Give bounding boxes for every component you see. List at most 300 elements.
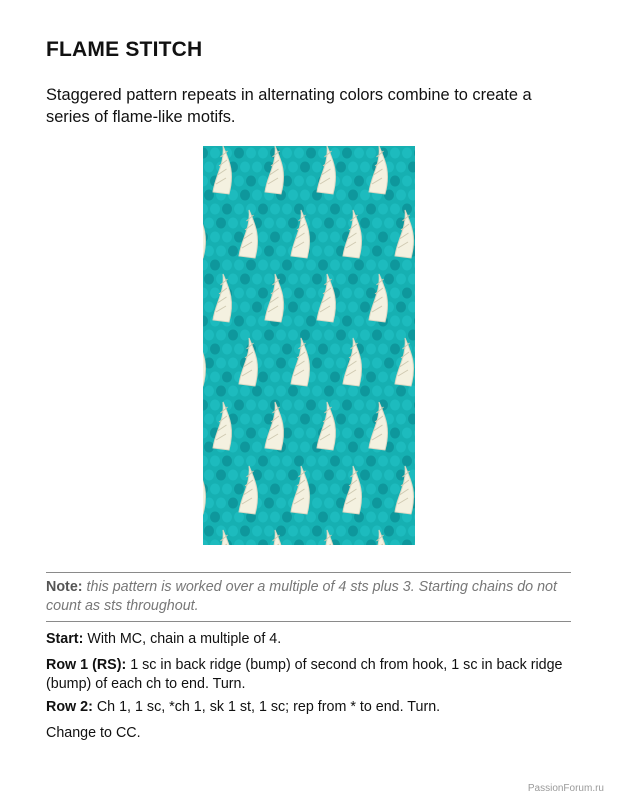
teal-stitch <box>228 358 238 369</box>
teal-stitch <box>360 526 370 537</box>
note-text: this pattern is worked over a multiple of 4 sts plus 3. Starting chains do not count as sts throughout. <box>46 579 557 614</box>
teal-stitch <box>240 442 250 453</box>
teal-stitch <box>402 288 412 299</box>
teal-stitch <box>216 498 226 509</box>
teal-stitch <box>252 414 262 425</box>
teal-stitch <box>276 470 286 481</box>
start-text: With MC, chain a multiple of 4. <box>87 631 282 647</box>
teal-stitch <box>288 386 298 397</box>
teal-stitch <box>294 260 304 271</box>
teal-stitch <box>306 428 316 439</box>
teal-stitch <box>240 190 250 201</box>
teal-stitch <box>210 400 220 411</box>
teal-stitch <box>378 456 388 467</box>
teal-stitch <box>306 456 316 467</box>
teal-stitch <box>354 456 364 467</box>
teal-stitch <box>348 442 358 453</box>
teal-stitch <box>318 260 328 271</box>
teal-stitch <box>258 428 268 439</box>
teal-stitch <box>288 162 298 173</box>
teal-stitch <box>294 176 304 187</box>
teal-stitch <box>252 330 262 341</box>
teal-stitch <box>264 274 274 285</box>
teal-stitch <box>348 302 358 313</box>
teal-stitch <box>366 456 376 467</box>
teal-stitch <box>258 372 268 383</box>
teal-stitch <box>318 344 328 355</box>
teal-stitch <box>270 512 280 523</box>
teal-stitch <box>360 470 370 481</box>
teal-stitch <box>366 372 376 383</box>
teal-stitch <box>390 400 400 411</box>
teal-stitch <box>204 190 214 201</box>
teal-stitch <box>234 260 244 271</box>
teal-stitch <box>378 204 388 215</box>
teal-stitch <box>240 274 250 285</box>
teal-stitch <box>354 316 364 327</box>
teal-stitch <box>336 442 346 453</box>
teal-stitch <box>270 372 280 383</box>
teal-stitch <box>396 330 406 341</box>
teal-stitch <box>204 302 214 313</box>
teal-stitch <box>246 260 256 271</box>
teal-stitch <box>216 246 226 257</box>
teal-stitch <box>210 484 220 495</box>
teal-stitch <box>360 414 370 425</box>
start-label: Start: <box>46 631 84 647</box>
teal-stitch <box>222 512 232 523</box>
teal-stitch <box>348 190 358 201</box>
teal-stitch <box>234 512 244 523</box>
teal-stitch <box>384 526 394 537</box>
teal-stitch <box>324 330 334 341</box>
teal-stitch <box>396 442 406 453</box>
teal-stitch <box>378 344 388 355</box>
teal-stitch <box>390 344 400 355</box>
teal-stitch <box>288 330 298 341</box>
teal-stitch <box>312 162 322 173</box>
teal-stitch <box>282 344 292 355</box>
teal-stitch <box>270 232 280 243</box>
teal-stitch <box>228 470 238 481</box>
teal-stitch <box>222 372 232 383</box>
teal-stitch <box>204 330 214 341</box>
teal-stitch <box>288 302 298 313</box>
teal-stitch <box>216 218 226 229</box>
teal-stitch <box>312 470 322 481</box>
teal-stitch <box>288 442 298 453</box>
teal-stitch <box>306 260 316 271</box>
teal-stitch <box>216 470 226 481</box>
teal-stitch <box>312 386 322 397</box>
teal-stitch <box>360 218 370 229</box>
teal-stitch <box>396 274 406 285</box>
teal-stitch <box>228 498 238 509</box>
teal-stitch <box>360 190 370 201</box>
teal-stitch <box>396 526 406 537</box>
teal-stitch <box>366 232 376 243</box>
teal-stitch <box>384 386 394 397</box>
teal-stitch <box>330 372 340 383</box>
teal-stitch <box>342 316 352 327</box>
teal-stitch <box>330 232 340 243</box>
teal-stitch <box>390 316 400 327</box>
teal-stitch <box>336 330 346 341</box>
teal-stitch <box>384 498 394 509</box>
teal-stitch <box>342 176 352 187</box>
note-label: Note: <box>46 579 83 595</box>
teal-stitch <box>282 372 292 383</box>
teal-stitch <box>330 260 340 271</box>
teal-stitch <box>330 512 340 523</box>
teal-stitch <box>366 484 376 495</box>
teal-stitch <box>300 386 310 397</box>
teal-stitch <box>288 190 298 201</box>
teal-stitch <box>264 498 274 509</box>
teal-stitch <box>336 386 346 397</box>
teal-stitch <box>366 260 376 271</box>
teal-stitch <box>372 358 382 369</box>
teal-stitch <box>282 232 292 243</box>
teal-stitch <box>282 260 292 271</box>
teal-stitch <box>204 218 214 229</box>
teal-stitch <box>264 386 274 397</box>
teal-stitch <box>330 344 340 355</box>
teal-stitch <box>324 470 334 481</box>
teal-stitch <box>252 274 262 285</box>
teal-stitch <box>246 316 256 327</box>
teal-stitch <box>216 386 226 397</box>
teal-stitch <box>372 246 382 257</box>
teal-stitch <box>354 400 364 411</box>
teal-stitch <box>258 456 268 467</box>
teal-stitch <box>336 302 346 313</box>
teal-stitch <box>318 512 328 523</box>
teal-stitch <box>396 414 406 425</box>
teal-stitch <box>270 484 280 495</box>
teal-stitch <box>402 316 412 327</box>
teal-stitch <box>396 302 406 313</box>
row1-text: 1 sc in back ridge (bump) of second ch from hook, 1 sc in back ridge (bump) of each ch to end. Turn. <box>46 657 563 692</box>
teal-stitch <box>288 470 298 481</box>
teal-stitch <box>252 442 262 453</box>
teal-stitch <box>378 512 388 523</box>
teal-stitch <box>300 274 310 285</box>
teal-stitch <box>294 316 304 327</box>
teal-stitch <box>228 386 238 397</box>
teal-stitch <box>384 246 394 257</box>
teal-stitch <box>288 526 298 537</box>
teal-stitch <box>270 456 280 467</box>
teal-stitch <box>258 400 268 411</box>
teal-stitch <box>234 428 244 439</box>
teal-stitch <box>390 484 400 495</box>
teal-stitch <box>318 204 328 215</box>
teal-stitch <box>270 260 280 271</box>
teal-stitch <box>216 358 226 369</box>
teal-stitch <box>258 232 268 243</box>
teal-stitch <box>336 470 346 481</box>
row2-text: Ch 1, 1 sc, *ch 1, sk 1 st, 1 sc; rep from * to end. Turn. <box>96 699 441 715</box>
teal-stitch <box>234 344 244 355</box>
teal-stitch <box>378 260 388 271</box>
teal-stitch <box>366 400 376 411</box>
teal-stitch <box>390 512 400 523</box>
teal-stitch <box>354 148 364 159</box>
teal-stitch <box>348 414 358 425</box>
teal-stitch <box>390 176 400 187</box>
teal-stitch <box>354 260 364 271</box>
teal-stitch <box>204 526 214 537</box>
teal-stitch <box>384 470 394 481</box>
teal-stitch <box>240 330 250 341</box>
teal-stitch <box>240 162 250 173</box>
teal-stitch <box>264 526 274 537</box>
teal-stitch <box>336 190 346 201</box>
teal-stitch <box>240 526 250 537</box>
teal-stitch <box>222 204 232 215</box>
teal-stitch <box>240 386 250 397</box>
teal-stitch <box>324 358 334 369</box>
teal-stitch <box>402 204 412 215</box>
teal-stitch <box>330 204 340 215</box>
teal-stitch <box>282 204 292 215</box>
teal-stitch <box>384 274 394 285</box>
teal-stitch <box>246 176 256 187</box>
teal-stitch <box>276 330 286 341</box>
teal-stitch <box>222 260 232 271</box>
teal-stitch <box>252 190 262 201</box>
teal-stitch <box>312 330 322 341</box>
teal-stitch <box>306 316 316 327</box>
teal-stitch <box>318 484 328 495</box>
teal-stitch <box>300 302 310 313</box>
teal-stitch <box>234 484 244 495</box>
teal-stitch <box>318 372 328 383</box>
teal-stitch <box>228 246 238 257</box>
teal-stitch <box>228 330 238 341</box>
teal-stitch <box>336 358 346 369</box>
teal-stitch <box>204 274 214 285</box>
teal-stitch <box>228 218 238 229</box>
teal-stitch <box>204 470 214 481</box>
teal-stitch <box>306 176 316 187</box>
teal-stitch <box>336 274 346 285</box>
change-color-instruction: Change to CC. <box>46 725 141 741</box>
teal-stitch <box>360 442 370 453</box>
teal-stitch <box>360 162 370 173</box>
teal-stitch <box>354 204 364 215</box>
teal-stitch <box>354 176 364 187</box>
teal-stitch <box>234 176 244 187</box>
teal-stitch <box>234 316 244 327</box>
teal-stitch <box>234 148 244 159</box>
teal-stitch <box>384 330 394 341</box>
teal-stitch <box>210 344 220 355</box>
teal-stitch <box>372 498 382 509</box>
teal-stitch <box>204 386 214 397</box>
teal-stitch <box>276 218 286 229</box>
teal-stitch <box>258 344 268 355</box>
note-box <box>46 572 571 622</box>
teal-stitch <box>234 288 244 299</box>
teal-stitch <box>210 512 220 523</box>
teal-stitch <box>294 428 304 439</box>
teal-stitch <box>264 358 274 369</box>
teal-stitch <box>336 218 346 229</box>
teal-stitch <box>342 456 352 467</box>
teal-stitch <box>396 162 406 173</box>
teal-stitch <box>282 456 292 467</box>
teal-stitch <box>360 274 370 285</box>
teal-stitch <box>342 400 352 411</box>
teal-stitch <box>378 372 388 383</box>
teal-stitch <box>234 204 244 215</box>
teal-stitch <box>258 512 268 523</box>
teal-stitch <box>252 526 262 537</box>
teal-stitch <box>210 288 220 299</box>
teal-stitch <box>210 372 220 383</box>
teal-stitch <box>222 232 232 243</box>
teal-stitch <box>324 246 334 257</box>
teal-stitch <box>372 218 382 229</box>
intro-paragraph: Staggered pattern repeats in alternating colors combine to create a series of flame-like motifs. <box>46 86 532 126</box>
teal-stitch <box>300 526 310 537</box>
teal-stitch <box>372 330 382 341</box>
teal-stitch <box>330 484 340 495</box>
teal-stitch <box>312 246 322 257</box>
teal-stitch <box>378 484 388 495</box>
teal-stitch <box>246 456 256 467</box>
teal-stitch <box>366 148 376 159</box>
teal-stitch <box>372 386 382 397</box>
teal-stitch <box>306 148 316 159</box>
teal-stitch <box>384 358 394 369</box>
teal-stitch <box>288 274 298 285</box>
teal-stitch <box>312 358 322 369</box>
teal-stitch <box>312 218 322 229</box>
teal-stitch <box>342 288 352 299</box>
teal-stitch <box>282 512 292 523</box>
teal-stitch <box>402 148 412 159</box>
teal-stitch <box>222 456 232 467</box>
teal-stitch <box>276 246 286 257</box>
teal-stitch <box>276 386 286 397</box>
teal-stitch <box>354 428 364 439</box>
teal-stitch <box>390 148 400 159</box>
teal-stitch <box>366 344 376 355</box>
teal-stitch <box>366 204 376 215</box>
teal-stitch <box>258 260 268 271</box>
teal-stitch <box>378 232 388 243</box>
page-title: FLAME STITCH <box>46 38 203 61</box>
teal-stitch <box>222 344 232 355</box>
teal-stitch <box>240 302 250 313</box>
row2-instruction <box>46 698 571 717</box>
teal-stitch <box>348 162 358 173</box>
teal-stitch <box>258 484 268 495</box>
teal-stitch <box>306 400 316 411</box>
teal-stitch <box>276 358 286 369</box>
teal-stitch <box>300 162 310 173</box>
teal-stitch <box>402 456 412 467</box>
stitch-swatch-image <box>203 146 415 545</box>
teal-stitch <box>390 204 400 215</box>
teal-stitch <box>240 414 250 425</box>
teal-stitch <box>258 204 268 215</box>
teal-stitch <box>222 484 232 495</box>
teal-stitch <box>360 302 370 313</box>
teal-stitch <box>270 204 280 215</box>
teal-stitch <box>342 260 352 271</box>
teal-stitch <box>396 190 406 201</box>
teal-stitch <box>252 302 262 313</box>
teal-stitch <box>342 148 352 159</box>
teal-stitch <box>360 386 370 397</box>
teal-stitch <box>324 218 334 229</box>
teal-stitch <box>288 218 298 229</box>
teal-stitch <box>390 428 400 439</box>
teal-stitch <box>246 204 256 215</box>
teal-stitch <box>246 288 256 299</box>
teal-stitch <box>282 288 292 299</box>
teal-stitch <box>360 330 370 341</box>
teal-stitch <box>252 386 262 397</box>
teal-stitch <box>366 288 376 299</box>
teal-stitch <box>402 176 412 187</box>
teal-stitch <box>324 498 334 509</box>
watermark: PassionForum.ru <box>527 783 604 794</box>
teal-stitch <box>282 484 292 495</box>
teal-stitch <box>318 232 328 243</box>
teal-stitch <box>366 512 376 523</box>
teal-stitch <box>390 260 400 271</box>
teal-stitch <box>330 456 340 467</box>
teal-stitch <box>210 232 220 243</box>
start-instruction <box>46 630 571 649</box>
row2-label: Row 2: <box>46 699 93 715</box>
teal-stitch <box>204 442 214 453</box>
teal-stitch <box>312 414 322 425</box>
teal-stitch <box>300 414 310 425</box>
teal-stitch <box>402 260 412 271</box>
teal-stitch <box>318 456 328 467</box>
teal-stitch <box>276 498 286 509</box>
teal-stitch <box>216 330 226 341</box>
teal-stitch <box>258 288 268 299</box>
teal-stitch <box>264 330 274 341</box>
teal-stitch <box>300 442 310 453</box>
teal-stitch <box>234 400 244 411</box>
teal-stitch <box>306 204 316 215</box>
teal-stitch <box>264 218 274 229</box>
teal-stitch <box>270 344 280 355</box>
teal-stitch <box>336 414 346 425</box>
teal-stitch <box>384 218 394 229</box>
teal-stitch <box>282 400 292 411</box>
teal-stitch <box>306 344 316 355</box>
teal-stitch <box>210 456 220 467</box>
teal-stitch <box>318 400 328 411</box>
teal-stitch <box>390 456 400 467</box>
teal-stitch <box>210 148 220 159</box>
teal-stitch <box>348 274 358 285</box>
teal-stitch <box>258 148 268 159</box>
teal-stitch <box>210 260 220 271</box>
teal-stitch <box>390 288 400 299</box>
teal-stitch <box>294 400 304 411</box>
crochet-swatch-photo <box>203 146 415 545</box>
